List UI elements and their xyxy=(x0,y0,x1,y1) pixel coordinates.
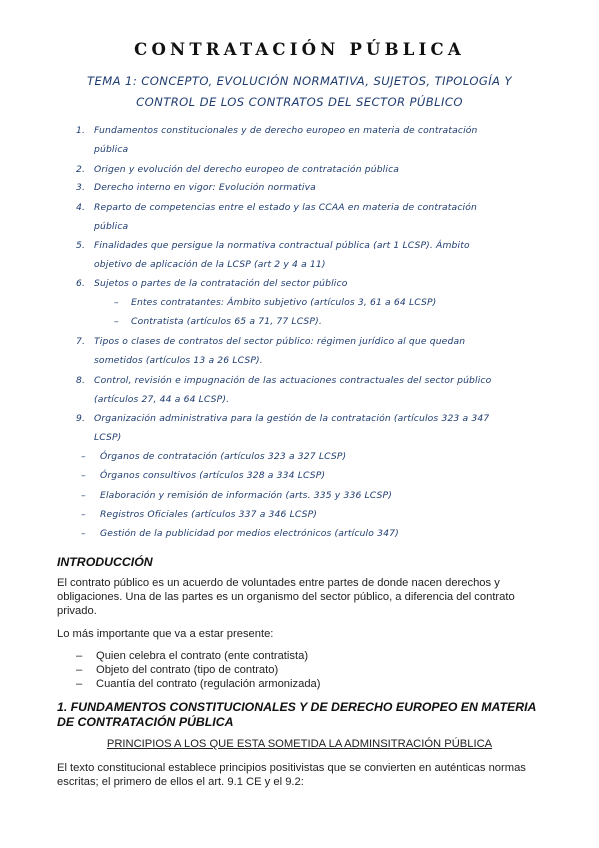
toc-item-text: Sujetos o partes de la contratación del sector público xyxy=(94,278,348,289)
section-1-subheading: PRINCIPIOS A LOS QUE ESTA SOMETIDA LA ADMINSITRACIÓN PÚBLICA xyxy=(106,738,493,750)
dash-bullet-icon: – xyxy=(114,297,119,308)
document-title: CONTRATACIÓN PÚBLICA xyxy=(134,40,465,59)
toc-item-number: 1. xyxy=(76,125,86,136)
section-1-paragraph-line-1: El texto constitucional establece principios positivistas que se convierten en auténticas normas xyxy=(57,762,526,774)
dash-bullet-icon: – xyxy=(81,490,86,501)
section-1-paragraph-line-2: escritas; el primero de ellos el art. 9.1 CE y el 9.2: xyxy=(57,776,304,788)
toc-item-text: Entes contratantes: Ámbito subjetivo (artículos 3, 61 a 64 LCSP) xyxy=(131,297,437,308)
intro-paragraph-line-3: privado. xyxy=(57,605,97,617)
toc-item-text: pública xyxy=(94,144,129,155)
toc-item-text: Contratista (artículos 65 a 71, 77 LCSP). xyxy=(131,316,322,327)
intro-paragraph-line-1: El contrato público es un acuerdo de voluntades entre partes de donde nacen derechos y xyxy=(57,577,500,589)
toc-item-text: Control, revisión e impugnación de las actuaciones contractuales del sector público xyxy=(94,375,492,386)
dash-bullet-icon: – xyxy=(81,451,86,462)
toc-item-number: 5. xyxy=(76,240,86,251)
dash-bullet-icon: – xyxy=(81,509,86,520)
section-1-heading-line-2: DE CONTRATACIÓN PÚBLICA xyxy=(57,715,234,729)
toc-item-number: 2. xyxy=(76,164,86,175)
dash-bullet-icon: – xyxy=(76,650,83,662)
toc-item-text: Derecho interno en vigor: Evolución normativa xyxy=(94,182,316,193)
toc-item-number: 7. xyxy=(76,336,86,347)
toc-item-text: objetivo de aplicación de la LCSP (art 2 y 4 a 11) xyxy=(94,259,326,270)
toc-item-number: 8. xyxy=(76,375,86,386)
list-item: – Cuantía del contrato (regulación armonizada) xyxy=(76,678,321,690)
intro-heading: INTRODUCCIÓN xyxy=(57,555,153,569)
toc-item-text: Fundamentos constitucionales y de derecho europeo en materia de contratación xyxy=(94,125,478,136)
dash-bullet-icon: – xyxy=(81,528,86,539)
toc-item-text: Origen y evolución del derecho europeo de contratación pública xyxy=(94,164,400,175)
toc-item-text: Reparto de competencias entre el estado y las CCAA en materia de contratación xyxy=(94,202,477,213)
dash-bullet-icon: – xyxy=(76,678,83,690)
toc-item-text: (artículos 27, 44 a 64 LCSP). xyxy=(94,394,230,405)
toc-item-text: Organización administrativa para la gestión de la contratación (artículos 323 a 347 xyxy=(94,413,490,424)
toc-item-number: 9. xyxy=(76,413,86,424)
toc-item-text: Elaboración y remisión de información (arts. 335 y 336 LCSP) xyxy=(100,490,392,501)
topic-title-line-1: TEMA 1: CONCEPTO, EVOLUCIÓN NORMATIVA, SUJETOS, TIPOLOGÍA Y xyxy=(87,74,512,88)
section-1-heading-line-1: 1. FUNDAMENTOS CONSTITUCIONALES Y DE DERECHO EUROPEO EN MATERIA xyxy=(57,700,537,714)
toc-item-text: Órganos de contratación (artículos 323 a 327 LCSP) xyxy=(100,451,347,462)
toc-item-text: Órganos consultivos (artículos 328 a 334 LCSP) xyxy=(100,470,326,481)
list-item: – Objeto del contrato (tipo de contrato) xyxy=(76,664,279,676)
toc-item-text: Gestión de la publicidad por medios electrónicos (artículo 347) xyxy=(100,528,399,539)
toc-item-text: Finalidades que persigue la normativa contractual pública (art 1 LCSP). Ámbito xyxy=(94,240,470,251)
dash-bullet-icon: – xyxy=(76,664,83,676)
intro-paragraph-2: Lo más importante que va a estar presente: xyxy=(57,628,274,640)
intro-paragraph-line-2: obligaciones. Una de las partes es un organismo del sector público, a diferencia del contrato xyxy=(57,591,515,603)
toc-item-text: Tipos o clases de contratos del sector público: régimen jurídico al que quedan xyxy=(94,336,466,347)
toc-item-text: sometidos (artículos 13 a 26 LCSP). xyxy=(94,355,263,366)
toc-item-text: Registros Oficiales (artículos 337 a 346 LCSP) xyxy=(100,509,318,520)
toc-item-number: 6. xyxy=(76,278,86,289)
topic-title-line-2: CONTROL DE LOS CONTRATOS DEL SECTOR PÚBLICO xyxy=(136,95,463,109)
list-item: – Quien celebra el contrato (ente contratista) xyxy=(76,650,309,662)
toc-item-number: 3. xyxy=(76,182,86,193)
dash-bullet-icon: – xyxy=(114,316,119,327)
toc-item-text: LCSP) xyxy=(94,432,122,443)
dash-bullet-icon: – xyxy=(81,470,86,481)
toc-item-number: 4. xyxy=(76,202,86,213)
toc-item-text: pública xyxy=(94,221,129,232)
